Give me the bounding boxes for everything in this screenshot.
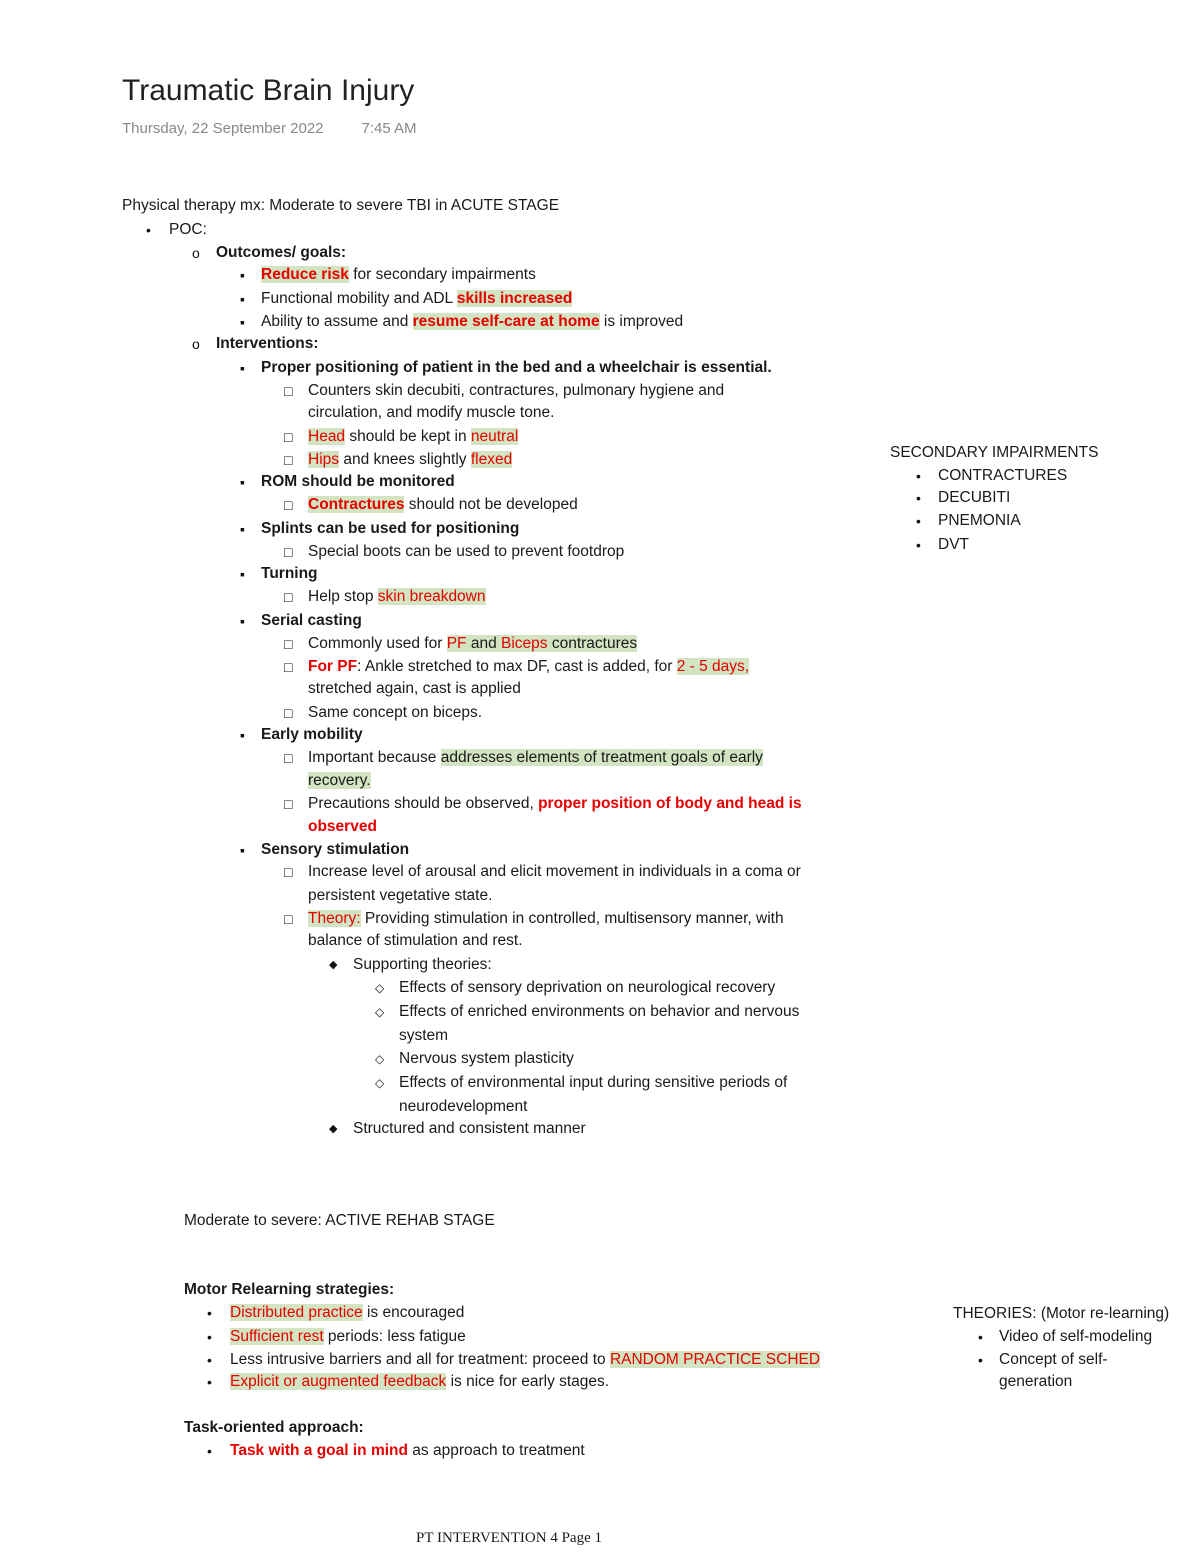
intervention-early-mobility: Early mobility bbox=[261, 726, 363, 743]
bullet-l1: • bbox=[916, 468, 921, 484]
highlight-text: Head bbox=[308, 428, 346, 445]
bullet-l4: □ bbox=[284, 636, 293, 652]
date-time bbox=[122, 120, 417, 137]
list-item bbox=[308, 909, 784, 929]
bullet-l2: o bbox=[192, 336, 200, 352]
text: Special boots can be used to prevent footdrop bbox=[308, 543, 625, 560]
text: as approach to treatment bbox=[408, 1442, 585, 1459]
bullet-l1: • bbox=[207, 1352, 212, 1368]
highlight-text: Contractures bbox=[308, 496, 405, 513]
highlight-text: Hips bbox=[308, 451, 340, 468]
bullet-l3: ▪ bbox=[240, 267, 245, 283]
bullet-l1: • bbox=[207, 1374, 212, 1390]
highlight-text: Sufficient rest bbox=[230, 1328, 324, 1345]
text: Effects of environmental input during sensitive periods of bbox=[399, 1074, 788, 1091]
bullet-l4: □ bbox=[284, 796, 293, 812]
highlight-text: neutral bbox=[470, 428, 519, 445]
text: Important because bbox=[308, 749, 441, 766]
bullet-l1: • bbox=[978, 1352, 983, 1368]
list-item bbox=[230, 1441, 585, 1461]
bullet-l1: • bbox=[916, 513, 921, 529]
bullet-l3: ▪ bbox=[240, 521, 245, 537]
highlight-text: Reduce risk bbox=[261, 266, 349, 283]
page-footer: PT INTERVENTION 4 Page 1 bbox=[416, 1530, 602, 1546]
supporting-theories: Supporting theories: bbox=[353, 956, 492, 973]
text: circulation, and modify muscle tone. bbox=[308, 404, 555, 421]
list-item bbox=[230, 1350, 820, 1370]
outcome-item bbox=[261, 312, 683, 332]
bullet-l4: □ bbox=[284, 705, 293, 721]
text: neurodevelopment bbox=[399, 1098, 528, 1115]
text: Same concept on biceps. bbox=[308, 704, 483, 721]
list-item: DVT bbox=[938, 536, 969, 553]
intervention-serial-casting: Serial casting bbox=[261, 612, 362, 629]
bullet-l4: □ bbox=[284, 544, 293, 560]
text: is encouraged bbox=[362, 1304, 465, 1321]
highlight-text: 2 - 5 days, bbox=[676, 658, 750, 675]
bullet-l6: ◇ bbox=[375, 1052, 385, 1066]
list-item: DECUBITI bbox=[938, 489, 1011, 506]
outcomes-label: Outcomes/ goals: bbox=[216, 244, 347, 261]
list-item: PNEMONIA bbox=[938, 512, 1021, 529]
text: and knees slightly bbox=[339, 451, 471, 468]
intervention-splints: Splints can be used for positioning bbox=[261, 520, 520, 537]
highlight-text: skin breakdown bbox=[377, 588, 486, 605]
bullet-l3: ▪ bbox=[240, 613, 245, 629]
bullet-l5: ◆ bbox=[329, 959, 338, 971]
bullet-l4: □ bbox=[284, 497, 293, 513]
text: and bbox=[466, 635, 501, 652]
text: Nervous system plasticity bbox=[399, 1050, 574, 1067]
bullet-l4: □ bbox=[284, 383, 293, 399]
text: Providing stimulation in controlled, multisensory manner, with bbox=[360, 910, 784, 927]
list-item bbox=[230, 1372, 609, 1392]
list-item: Concept of self- bbox=[999, 1351, 1108, 1368]
outcome-item bbox=[261, 289, 572, 309]
highlight-text: Explicit or augmented feedback bbox=[230, 1373, 447, 1390]
text: should be kept in bbox=[345, 428, 471, 445]
bullet-l6: ◇ bbox=[375, 1076, 385, 1090]
red-text: proper position of body and head is bbox=[538, 795, 802, 812]
highlight-text: RANDOM PRACTICE SCHED bbox=[609, 1351, 821, 1368]
text: Increase level of arousal and elicit movement in individuals in a coma or bbox=[308, 863, 801, 880]
bullet-l6: ◇ bbox=[375, 1005, 385, 1019]
task-oriented-label: Task-oriented approach: bbox=[184, 1419, 364, 1436]
outcome-item bbox=[261, 265, 536, 285]
list-item bbox=[230, 1327, 466, 1347]
intervention-positioning: Proper positioning of patient in the bed and a wheelchair is essential. bbox=[261, 359, 772, 376]
rehab-heading: Moderate to severe: ACTIVE REHAB STAGE bbox=[184, 1212, 495, 1229]
text: should not be developed bbox=[404, 496, 578, 513]
list-item: generation bbox=[999, 1373, 1073, 1390]
list-item: Video of self-modeling bbox=[999, 1328, 1153, 1345]
bullet-l3: ▪ bbox=[240, 314, 245, 330]
text: periods: less fatigue bbox=[323, 1328, 466, 1345]
interventions-label: Interventions: bbox=[216, 335, 319, 352]
text: balance of stimulation and rest. bbox=[308, 932, 523, 949]
red-text: Biceps bbox=[501, 635, 548, 652]
bullet-l4: □ bbox=[284, 864, 293, 880]
intervention-turning: Turning bbox=[261, 565, 318, 582]
text: Counters skin decubiti, contractures, pulmonary hygiene and bbox=[308, 382, 725, 399]
bullet-l1: • bbox=[207, 1329, 212, 1345]
bullet-l4: □ bbox=[284, 589, 293, 605]
text: is improved bbox=[599, 313, 684, 330]
red-text: Task with a goal in mind bbox=[230, 1442, 408, 1459]
bullet-l3: ▪ bbox=[240, 291, 245, 307]
highlighted-span bbox=[447, 635, 637, 652]
bullet-l3: ▪ bbox=[240, 474, 245, 490]
highlight-text: skills increased bbox=[456, 290, 573, 307]
text: stretched again, cast is applied bbox=[308, 680, 521, 697]
text: contractures bbox=[547, 635, 638, 652]
theories-heading: THEORIES: (Motor re-learning) bbox=[953, 1305, 1170, 1322]
text: Commonly used for bbox=[308, 635, 447, 652]
list-item bbox=[308, 748, 763, 768]
highlight-text: Theory: bbox=[308, 910, 361, 927]
list-item bbox=[230, 1303, 464, 1323]
highlight-text: flexed bbox=[470, 451, 513, 468]
text: persistent vegetative state. bbox=[308, 887, 493, 904]
note-date: Thursday, 22 September 2022 bbox=[122, 120, 324, 137]
poc-label: POC: bbox=[169, 221, 207, 238]
bullet-l4: □ bbox=[284, 429, 293, 445]
list-item bbox=[308, 495, 578, 515]
bullet-l1: • bbox=[978, 1329, 983, 1345]
bullet-l2: o bbox=[192, 245, 200, 261]
bullet-l1: • bbox=[207, 1443, 212, 1459]
text: system bbox=[399, 1027, 449, 1044]
text: Effects of enriched environments on behavior and nervous bbox=[399, 1003, 800, 1020]
secondary-heading: SECONDARY IMPAIRMENTS bbox=[890, 444, 1099, 461]
bullet-l4: □ bbox=[284, 452, 293, 468]
text: : Ankle stretched to max DF, cast is added, for bbox=[357, 658, 677, 675]
intervention-rom: ROM should be monitored bbox=[261, 473, 455, 490]
bullet-l1: • bbox=[207, 1305, 212, 1321]
text: Help stop bbox=[308, 588, 378, 605]
bullet-l1: • bbox=[916, 537, 921, 553]
page-title: Traumatic Brain Injury bbox=[122, 74, 415, 107]
text: Structured and consistent manner bbox=[353, 1120, 586, 1137]
text: Ability to assume and bbox=[261, 313, 413, 330]
bullet-l6: ◇ bbox=[375, 981, 385, 995]
red-text: PF bbox=[446, 635, 467, 652]
bullet-l4: □ bbox=[284, 750, 293, 766]
bullet-l4: □ bbox=[284, 911, 293, 927]
bullet-l1: • bbox=[916, 490, 921, 506]
red-text: observed bbox=[308, 818, 377, 835]
red-text: For PF bbox=[308, 658, 358, 675]
bullet-l3: ▪ bbox=[240, 842, 245, 858]
list-item bbox=[308, 450, 512, 470]
bullet-l3: ▪ bbox=[240, 727, 245, 743]
text: is nice for early stages. bbox=[446, 1373, 610, 1390]
bullet-l3: ▪ bbox=[240, 566, 245, 582]
intervention-sensory: Sensory stimulation bbox=[261, 841, 410, 858]
motor-relearning-label: Motor Relearning strategies: bbox=[184, 1281, 395, 1298]
note-time: 7:45 AM bbox=[361, 120, 417, 137]
highlight-text: recovery. bbox=[308, 772, 371, 789]
text: Effects of sensory deprivation on neurological recovery bbox=[399, 979, 776, 996]
text: Functional mobility and ADL bbox=[261, 290, 457, 307]
bullet-l5: ◆ bbox=[329, 1123, 338, 1135]
list-item bbox=[308, 587, 486, 607]
highlight-text: resume self-care at home bbox=[412, 313, 600, 330]
text: Less intrusive barriers and all for treatment: proceed to bbox=[230, 1351, 610, 1368]
list-item: CONTRACTURES bbox=[938, 467, 1068, 484]
highlight-text: addresses elements of treatment goals of early bbox=[440, 749, 763, 766]
list-item bbox=[308, 634, 637, 654]
text: for secondary impairments bbox=[348, 266, 536, 283]
list-item bbox=[308, 794, 802, 814]
list-item bbox=[308, 771, 371, 791]
text: Precautions should be observed, bbox=[308, 795, 539, 812]
bullet-l4: □ bbox=[284, 659, 293, 675]
bullet-l3: ▪ bbox=[240, 360, 245, 376]
list-item bbox=[308, 427, 518, 447]
highlight-text: Distributed practice bbox=[230, 1304, 363, 1321]
bullet-l1: • bbox=[146, 222, 151, 238]
list-item bbox=[308, 657, 749, 677]
acute-heading: Physical therapy mx: Moderate to severe TBI in ACUTE STAGE bbox=[122, 197, 560, 214]
